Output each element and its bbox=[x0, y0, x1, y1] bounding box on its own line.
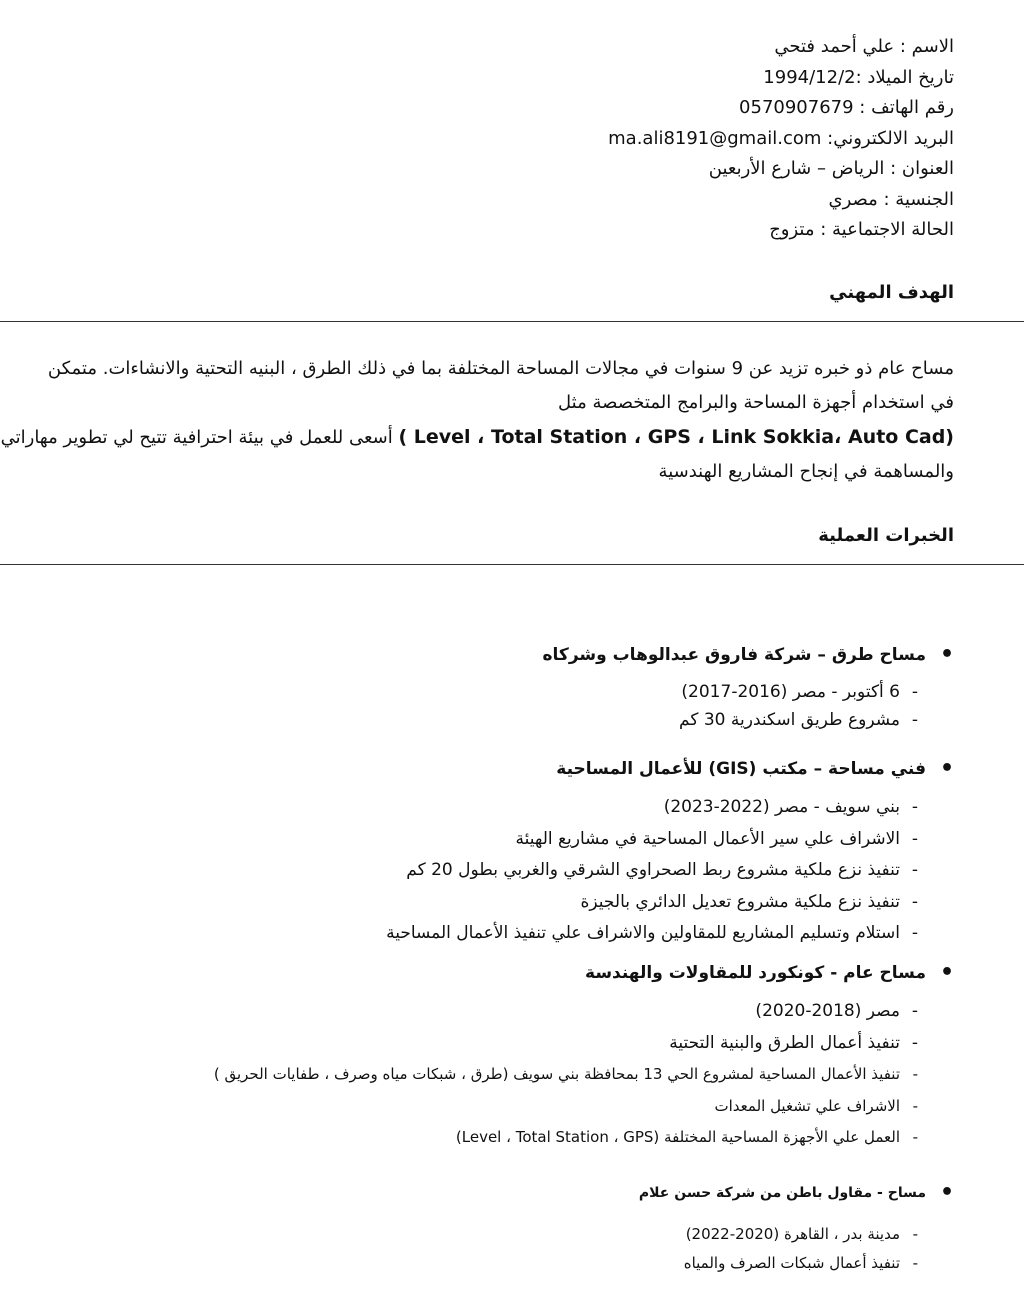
job-title-text: مساح طرق – شركة فاروق عبدالوهاب وشركاه bbox=[542, 645, 926, 665]
job-detail-item bbox=[74, 996, 954, 1028]
job-detail-item bbox=[74, 792, 954, 824]
job-entry bbox=[74, 960, 954, 1154]
dash-icon: - bbox=[911, 860, 918, 880]
objective-tools: ( Level ، Total Station ، GPS ، Link Sokkia، Auto Cad) bbox=[398, 426, 954, 448]
job-detail-item bbox=[74, 706, 954, 734]
job-detail-text: بني سويف - مصر (2022-2023) bbox=[663, 797, 900, 817]
objective-line-4: والمساهمة في إنجاح المشاريع الهندسية bbox=[658, 461, 954, 482]
objective-text bbox=[0, 352, 954, 489]
job-detail-item bbox=[74, 918, 954, 950]
job-details bbox=[74, 996, 954, 1154]
job-details bbox=[74, 792, 954, 950]
marital-status-line: الحالة الاجتماعية : متزوج bbox=[769, 219, 954, 240]
job-detail-item bbox=[74, 1122, 954, 1154]
objective-line-3-rest: أسعى للعمل في بيئة احترافية تتيح لي تطوير مهاراتي bbox=[0, 427, 399, 448]
job-title bbox=[74, 756, 954, 782]
phone-line: رقم الهاتف : 0570907679 bbox=[739, 97, 954, 118]
personal-info bbox=[354, 32, 954, 246]
job-entry bbox=[74, 642, 954, 734]
job-detail-item bbox=[74, 678, 954, 706]
job-detail-item bbox=[74, 855, 954, 887]
experience-divider bbox=[0, 564, 1024, 565]
job-detail-text: 6 أكتوبر - مصر (2016-2017) bbox=[681, 682, 900, 702]
job-detail-item bbox=[74, 824, 954, 856]
dash-icon: - bbox=[911, 923, 918, 943]
dash-icon: - bbox=[912, 1128, 918, 1146]
dash-icon: - bbox=[911, 891, 918, 912]
job-details bbox=[74, 1220, 954, 1278]
job-title bbox=[74, 1180, 954, 1206]
job-detail-item bbox=[74, 1028, 954, 1060]
dash-icon: - bbox=[911, 1032, 918, 1053]
job-detail-text: تنفيذ نزع ملكية مشروع ربط الصحراوي الشرقي والغربي بطول 20 كم bbox=[406, 860, 900, 880]
job-details bbox=[74, 678, 954, 734]
job-title-text: مساح عام - كونكورد للمقاولات والهندسة bbox=[585, 963, 926, 983]
dash-icon: - bbox=[911, 797, 918, 817]
objective-line-3 bbox=[0, 420, 954, 455]
job-detail-item bbox=[74, 887, 954, 919]
objective-line-2: في استخدام أجهزة المساحة والبرامج المتخصصة مثل bbox=[558, 392, 954, 413]
address-line: العنوان : الرياض – شارع الأربعين bbox=[708, 158, 954, 179]
job-entry bbox=[74, 1180, 954, 1278]
job-entry bbox=[74, 756, 954, 950]
bullet-icon: • bbox=[939, 642, 954, 667]
job-detail-item bbox=[74, 1059, 954, 1091]
email-line: البريد الالكتروني: ma.ali8191@gmail.com bbox=[608, 127, 954, 149]
job-detail-item bbox=[74, 1091, 954, 1123]
job-detail-text: مشروع طريق اسكندرية 30 كم bbox=[679, 710, 900, 730]
job-detail-text: مدينة بدر ، القاهرة (2020-2022) bbox=[685, 1225, 900, 1243]
bullet-icon: • bbox=[939, 960, 954, 985]
dash-icon: - bbox=[912, 1065, 918, 1083]
job-detail-item bbox=[74, 1249, 954, 1278]
job-title-text: فني مساحة – مكتب (GIS) للأعمال المساحية bbox=[556, 759, 926, 779]
job-detail-text: الاشراف علي تشغيل المعدات bbox=[714, 1096, 900, 1115]
bullet-icon: • bbox=[939, 756, 954, 781]
dash-icon: - bbox=[911, 682, 918, 702]
job-title bbox=[74, 960, 954, 986]
dash-icon: - bbox=[911, 1001, 918, 1021]
job-detail-text: تنفيذ أعمال الطرق والبنية التحتية bbox=[669, 1032, 900, 1053]
nationality-line: الجنسية : مصري bbox=[828, 188, 954, 210]
objective-line-1: مساح عام ذو خبره تزيد عن 9 سنوات في مجالات المساحة المختلفة بما في ذلك الطرق ، البنيه التحتية والانشاءات. متمكن bbox=[47, 358, 954, 379]
dash-icon: - bbox=[912, 1096, 918, 1115]
objective-heading: الهدف المهني bbox=[829, 282, 954, 303]
dash-icon: - bbox=[911, 710, 918, 730]
job-title bbox=[74, 642, 954, 668]
job-detail-text: تنفيذ أعمال شبكات الصرف والمياه bbox=[683, 1254, 900, 1272]
dash-icon: - bbox=[911, 828, 918, 849]
job-detail-text: استلام وتسليم المشاريع للمقاولين والاشراف علي تنفيذ الأعمال المساحية bbox=[386, 923, 900, 943]
job-title-text: مساح - مقاول باطن من شركة حسن علام bbox=[638, 1185, 926, 1201]
name-line: الاسم : علي أحمد فتحي bbox=[774, 36, 954, 57]
job-detail-text: مصر (2018-2020) bbox=[755, 1001, 900, 1021]
job-detail-item bbox=[74, 1220, 954, 1249]
birth-date-line: تاريخ الميلاد :1994/12/2 bbox=[763, 66, 954, 88]
experience-heading: الخبرات العملية bbox=[818, 525, 954, 546]
job-detail-text: تنفيذ نزع ملكية مشروع تعديل الدائري بالجيزة bbox=[580, 891, 900, 912]
dash-icon: - bbox=[912, 1225, 918, 1243]
job-detail-text: العمل علي الأجهزة المساحية المختلفة (Level ، Total Station ، GPS) bbox=[455, 1128, 900, 1146]
job-detail-text: الاشراف علي سير الأعمال المساحية في مشاريع الهيئة bbox=[515, 828, 900, 849]
objective-divider bbox=[0, 321, 1024, 322]
job-detail-text: تنفيذ الأعمال المساحية لمشروع الحي 13 بمحافظة بني سويف (طرق ، شبكات مياه وصرف ، طفايات الحريق ) bbox=[213, 1065, 900, 1083]
bullet-icon: • bbox=[939, 1180, 954, 1205]
dash-icon: - bbox=[912, 1254, 918, 1272]
